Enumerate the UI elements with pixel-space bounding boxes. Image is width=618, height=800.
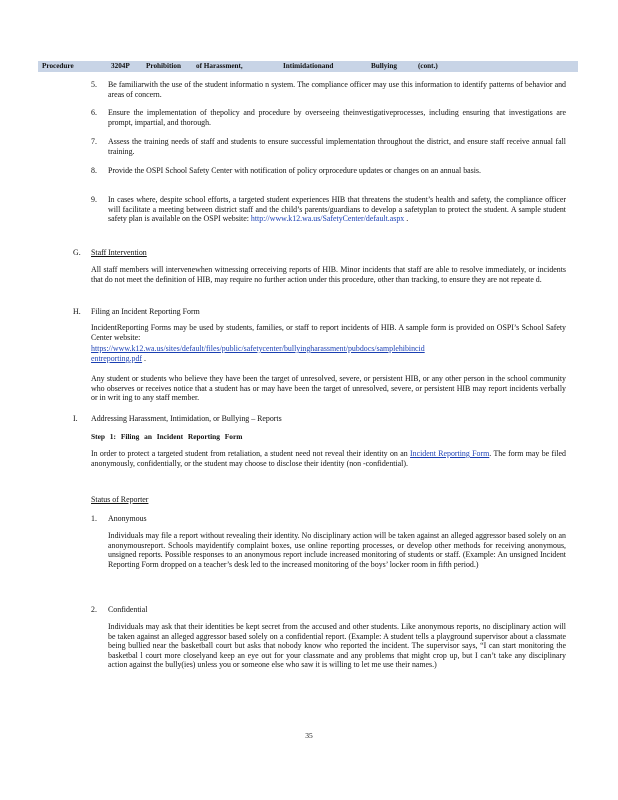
section-g-letter: G. — [73, 248, 81, 257]
item-6-text: Ensure the implementation of thepolicy and procedure by overseeing theinvestigativeprocesses, including ensuring that investigations are prompt, impartial, and thorough. — [108, 108, 566, 127]
section-h-title: Filing an Incident Reporting Form — [91, 307, 200, 316]
header-of-harassment: of Harassment, — [196, 62, 243, 70]
item-5-number: 5. — [91, 80, 97, 89]
item-9-number: 9. — [91, 195, 97, 204]
section-i-title: Addressing Harassment, Intimidation, or Bullying – Reports — [91, 414, 282, 423]
header-prohibition: Prohibition — [146, 62, 182, 70]
status-of-reporter-heading: Status of Reporter — [91, 495, 149, 504]
ospi-safety-center-link[interactable]: http://www.k12.wa.us/SafetyCenter/default.aspx — [250, 214, 405, 224]
sub-2-paragraph: Individuals may ask that their identities be kept secret from the accused and other students. Like anonymous reports, no disciplinary action will be taken against an alleged aggressor based solely on a confidential report. (Example: A student tells a playground supervisor about a classmate being bullied near the basketball court but asks that nobody know who reported the incident. The supervisor says, “I can start monitoring the basketbal l court more closelyand keep an eye out for your classmate and any problems that might crop up, but I can’t take any disciplinary action against the bully(ies) unless you or someone else who saw it is willing to let me use their names.) — [108, 622, 566, 670]
step-1-heading: Step 1: Filing an Incident Reporting Form — [91, 432, 243, 441]
item-6-number: 6. — [91, 108, 97, 117]
item-8-number: 8. — [91, 166, 97, 175]
incident-form-pdf-link-line1[interactable]: https://www.k12.wa.us/sites/default/files/public/safetycenter/bullyingharassment/pubdocs/samplehibincid — [91, 344, 425, 353]
section-g-title: Staff Intervention — [91, 248, 147, 257]
sub-2-title: Confidential — [108, 605, 148, 614]
section-h-letter: H. — [73, 307, 81, 316]
header-bullying: Bullying — [371, 62, 397, 70]
sub-1-paragraph: Individuals may file a report without revealing their identity. No disciplinary action will be taken against an alleged aggressor based solely on an anonymousreport. Schools mayidentify complaint boxes, use online reporting processes, or develop other methods for receiving anonymous, unsigned reports. Possible responses to an anonymous report include increased monitoring of students or staff. (Example: An unsigned Incident Reporting Form dropped on a teacher’s desk led to the increased monitoring of the boys’ locker room in fifth period.) — [108, 531, 566, 569]
item-9-text: In cases where, despite school efforts, a targeted student experiences HIB that threatens the student’s health and safety, the compliance officer will facilitate a meeting between district staff and the child’s parents/guardians to develop a safetyplan to protect the student. A sample student safety plan is available on the OSPI website: http://www.k12.wa.us/SafetyCenter/default.aspx . — [108, 195, 566, 224]
header-number: 3204P — [111, 62, 130, 70]
incident-form-pdf-link-line2-wrap: entreporting.pdf . — [91, 354, 147, 363]
procedure-header-bar — [38, 61, 578, 72]
item-8-text: Provide the OSPI School Safety Center with notification of policy orprocedure updates or changes on an annual basis. — [108, 166, 481, 175]
header-intimidation: Intimidationand — [283, 62, 334, 70]
section-i-paragraph-1: In order to protect a targeted student from retaliation, a student need not reveal their identity on an Incident Reporting Form. The form may be filed anonymously, confidentially, or the student may choose to disclose their identity (non -confidential). — [91, 449, 566, 468]
incident-reporting-form-link[interactable]: Incident Reporting Form — [410, 449, 490, 458]
header-procedure: Procedure — [42, 62, 74, 70]
section-i-letter: I. — [73, 414, 78, 423]
section-g-paragraph: All staff members will intervenewhen witnessing orreceiving reports of HIB. Minor incidents that staff are able to resolve immediately, or incidents that do not meet the definition of HIB, may require no further action under this procedure, other than tracking, to ensure they are not repeate d. — [91, 265, 566, 284]
item-7-text: Assess the training needs of staff and students to ensure successful implementation throughout the district, and ensure staff receive annual fall training. — [108, 137, 566, 156]
header-cont: (cont.) — [418, 62, 438, 70]
item-7-number: 7. — [91, 137, 97, 146]
section-h-paragraph-1: IncidentReporting Forms may be used by students, families, or staff to report incidents of HIB. A sample form is provided on OSPI’s School Safety Center website: — [91, 323, 566, 342]
sub-1-title: Anonymous — [108, 514, 147, 523]
section-h-paragraph-2: Any student or students who believe they have been the target of unresolved, severe, or persistent HIB, or any other person in the school community who observes or receives notice that a student has or may have been the target of unresolved, severe, or persistent HIB may report incidents verbally or in writ ing to any staff member. — [91, 374, 566, 403]
incident-form-pdf-link-line2[interactable]: entreporting.pdf — [91, 354, 143, 363]
item-5-text: Be familiarwith the use of the student informatio n system. The compliance officer may use this information to identify patterns of behavior and areas of concern. — [108, 80, 566, 99]
page-number: 35 — [305, 731, 313, 740]
sub-2-number: 2. — [91, 605, 97, 614]
sub-1-number: 1. — [91, 514, 97, 523]
